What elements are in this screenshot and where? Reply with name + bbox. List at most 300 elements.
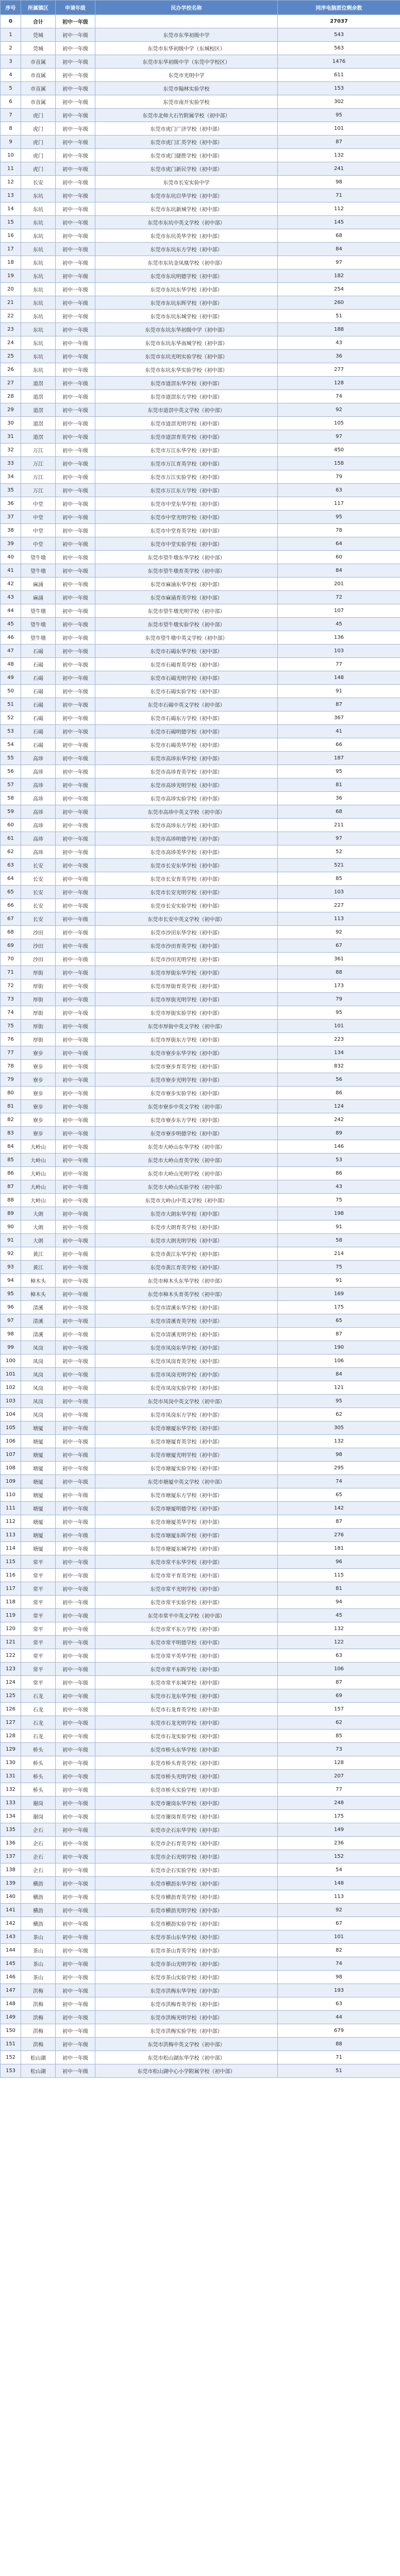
header-school: 民办学校名称 xyxy=(95,1,278,15)
cell-area: 横沥 xyxy=(21,1877,56,1890)
cell-index: 117 xyxy=(1,1582,21,1596)
cell-count: 64 xyxy=(278,537,400,551)
cell-count: 277 xyxy=(278,363,400,377)
cell-count: 260 xyxy=(278,296,400,310)
cell-school: 东莞市常平中英文学校（初中部） xyxy=(95,1609,278,1622)
cell-index: 56 xyxy=(1,765,21,778)
cell-grade: 初中一年级 xyxy=(56,42,95,55)
cell-grade: 初中一年级 xyxy=(56,926,95,939)
table-row xyxy=(1,1542,400,1555)
cell-count: 51 xyxy=(278,2064,400,2078)
table-row xyxy=(1,470,400,484)
cell-count: 66 xyxy=(278,738,400,752)
cell-index: 38 xyxy=(1,524,21,537)
table-row xyxy=(1,511,400,524)
cell-index: 133 xyxy=(1,1797,21,1810)
cell-grade: 初中一年级 xyxy=(56,551,95,564)
cell-count: 103 xyxy=(278,886,400,899)
table-row xyxy=(1,1154,400,1167)
cell-index: 135 xyxy=(1,1823,21,1837)
cell-school: 东莞市松山湖东华学校（初中部） xyxy=(95,2051,278,2064)
cell-school: 东莞市石龙光明学校（初中部） xyxy=(95,1716,278,1730)
cell-school: 东莞市寮步光明学校（初中部） xyxy=(95,1073,278,1087)
cell-index: 17 xyxy=(1,243,21,256)
table-row xyxy=(1,162,400,176)
cell-grade: 初中一年级 xyxy=(56,1890,95,1904)
table-row xyxy=(1,1287,400,1301)
cell-count: 87 xyxy=(278,135,400,149)
cell-area: 长安 xyxy=(21,859,56,872)
cell-area: 沙田 xyxy=(21,953,56,966)
cell-count: 86 xyxy=(278,1167,400,1180)
cell-area: 虎门 xyxy=(21,149,56,162)
cell-school: 东莞市大岭山实验学校（初中部） xyxy=(95,1180,278,1194)
cell-area: 茶山 xyxy=(21,1930,56,1944)
cell-area: 茶山 xyxy=(21,1944,56,1957)
table-row xyxy=(1,176,400,189)
table-row xyxy=(1,631,400,645)
cell-grade: 初中一年级 xyxy=(56,1180,95,1194)
cell-grade: 初中一年级 xyxy=(56,1810,95,1823)
cell-grade: 初中一年级 xyxy=(56,484,95,497)
table-row xyxy=(1,42,400,55)
table-row xyxy=(1,1502,400,1515)
cell-area: 东坑 xyxy=(21,336,56,350)
cell-area: 清溪 xyxy=(21,1314,56,1328)
cell-index: 61 xyxy=(1,832,21,845)
cell-index: 100 xyxy=(1,1354,21,1368)
cell-index: 85 xyxy=(1,1154,21,1167)
table-row xyxy=(1,390,400,403)
cell-area: 清溪 xyxy=(21,1328,56,1341)
cell-school: 东莞市清溪育英学校（初中部） xyxy=(95,1314,278,1328)
cell-grade: 初中一年级 xyxy=(56,363,95,377)
cell-index: 13 xyxy=(1,189,21,202)
cell-count: 84 xyxy=(278,1368,400,1381)
cell-school: 东莞市谢岗东华学校（初中部） xyxy=(95,1797,278,1810)
cell-count: 75 xyxy=(278,1261,400,1274)
cell-index: 136 xyxy=(1,1837,21,1850)
cell-school: 东莞市凤岗光明学校（初中部） xyxy=(95,1368,278,1381)
cell-index: 75 xyxy=(1,1020,21,1033)
table-row xyxy=(1,671,400,685)
cell-area: 洪梅 xyxy=(21,1984,56,1997)
cell-grade: 初中一年级 xyxy=(56,631,95,645)
cell-grade: 初中一年级 xyxy=(56,1743,95,1756)
cell-index: 32 xyxy=(1,444,21,457)
table-row xyxy=(1,95,400,109)
cell-grade: 初中一年级 xyxy=(56,1582,95,1596)
cell-index: 5 xyxy=(1,82,21,95)
cell-school: 东莞市常平明德学校（初中部） xyxy=(95,1636,278,1649)
cell-count: 113 xyxy=(278,1890,400,1904)
cell-area: 东坑 xyxy=(21,283,56,296)
header-row xyxy=(1,1,400,15)
cell-index: 51 xyxy=(1,698,21,711)
table-row xyxy=(1,377,400,390)
cell-grade: 初中一年级 xyxy=(56,1421,95,1435)
cell-school: 东莞市万江育英学校（初中部） xyxy=(95,457,278,470)
cell-index: 65 xyxy=(1,886,21,899)
header-grade: 申请年级 xyxy=(56,1,95,15)
cell-area: 东坑 xyxy=(21,296,56,310)
cell-school: 东莞市大朗东华学校（初中部） xyxy=(95,1207,278,1221)
cell-index: 137 xyxy=(1,1850,21,1863)
cell-grade: 初中一年级 xyxy=(56,1261,95,1274)
cell-grade: 初中一年级 xyxy=(56,470,95,484)
cell-area: 企石 xyxy=(21,1823,56,1837)
cell-index: 128 xyxy=(1,1730,21,1743)
cell-count: 63 xyxy=(278,484,400,497)
cell-grade: 初中一年级 xyxy=(56,899,95,912)
cell-school: 东莞市企石育英学校（初中部） xyxy=(95,1837,278,1850)
cell-count: 67 xyxy=(278,1917,400,1930)
cell-school: 东莞市长安中英文学校（初中部） xyxy=(95,912,278,926)
cell-grade: 初中一年级 xyxy=(56,1542,95,1555)
table-row xyxy=(1,1756,400,1770)
cell-count: 73 xyxy=(278,1743,400,1756)
cell-school: 东莞市常平东华学校（初中部） xyxy=(95,1555,278,1569)
table-row xyxy=(1,578,400,591)
cell-area: 莞城 xyxy=(21,42,56,55)
cell-index: 26 xyxy=(1,363,21,377)
cell-area: 樟木头 xyxy=(21,1274,56,1287)
table-row xyxy=(1,1033,400,1046)
cell-school: 东莞市寮步明德学校（初中部） xyxy=(95,1127,278,1140)
cell-area: 松山湖 xyxy=(21,2051,56,2064)
cell-area: 万江 xyxy=(21,444,56,457)
cell-index: 96 xyxy=(1,1301,21,1314)
cell-index: 77 xyxy=(1,1046,21,1060)
cell-school: 东莞市凤岗东方学校（初中部） xyxy=(95,1408,278,1421)
table-row xyxy=(1,1743,400,1756)
cell-area: 高埗 xyxy=(21,765,56,778)
cell-grade: 初中一年级 xyxy=(56,444,95,457)
cell-count: 182 xyxy=(278,269,400,283)
cell-count: 44 xyxy=(278,2011,400,2024)
cell-index: 76 xyxy=(1,1033,21,1046)
total-count: 27037 xyxy=(278,15,400,28)
total-area: 合计 xyxy=(21,15,56,28)
cell-index: 145 xyxy=(1,1957,21,1971)
table-header xyxy=(1,1,400,15)
table-row xyxy=(1,1850,400,1863)
cell-grade: 初中一年级 xyxy=(56,216,95,229)
cell-index: 45 xyxy=(1,618,21,631)
cell-area: 塘厦 xyxy=(21,1421,56,1435)
cell-area: 长安 xyxy=(21,912,56,926)
cell-area: 樟木头 xyxy=(21,1287,56,1301)
table-row xyxy=(1,1435,400,1448)
table-row xyxy=(1,1395,400,1408)
cell-school: 东莞市东坑英华学校（初中部） xyxy=(95,229,278,243)
cell-school: 东莞市石碣中英文学校（初中部） xyxy=(95,698,278,711)
cell-area: 高埗 xyxy=(21,778,56,792)
table-row xyxy=(1,1221,400,1234)
cell-index: 127 xyxy=(1,1716,21,1730)
cell-area: 石碣 xyxy=(21,685,56,698)
cell-school: 东莞市东坑金凤凰学校（初中部） xyxy=(95,256,278,269)
table-row xyxy=(1,537,400,551)
cell-index: 114 xyxy=(1,1542,21,1555)
cell-school: 东莞市大岭山育英学校（初中部） xyxy=(95,1154,278,1167)
cell-grade: 初中一年级 xyxy=(56,176,95,189)
cell-grade: 初中一年级 xyxy=(56,537,95,551)
cell-area: 谢岗 xyxy=(21,1810,56,1823)
cell-grade: 初中一年级 xyxy=(56,1140,95,1154)
table-row xyxy=(1,1274,400,1287)
cell-count: 41 xyxy=(278,725,400,738)
cell-area: 寮步 xyxy=(21,1127,56,1140)
cell-school: 东莞市厚街实验学校（初中部） xyxy=(95,1006,278,1020)
cell-grade: 初中一年级 xyxy=(56,1395,95,1408)
cell-school: 东莞市万江实验学校（初中部） xyxy=(95,470,278,484)
cell-count: 92 xyxy=(278,926,400,939)
cell-index: 11 xyxy=(1,162,21,176)
cell-index: 58 xyxy=(1,792,21,805)
cell-grade: 初中一年级 xyxy=(56,1997,95,2011)
cell-grade: 初中一年级 xyxy=(56,725,95,738)
table-row xyxy=(1,229,400,243)
cell-grade: 初中一年级 xyxy=(56,189,95,202)
cell-school: 东莞市高埗东方学校（初中部） xyxy=(95,819,278,832)
cell-grade: 初中一年级 xyxy=(56,1234,95,1247)
table-row xyxy=(1,1354,400,1368)
cell-count: 207 xyxy=(278,1770,400,1783)
table-row xyxy=(1,363,400,377)
cell-school: 东莞市桥头光明学校（初中部） xyxy=(95,1770,278,1783)
table-row xyxy=(1,497,400,511)
cell-count: 88 xyxy=(278,2038,400,2051)
cell-count: 81 xyxy=(278,1582,400,1596)
cell-area: 东坑 xyxy=(21,216,56,229)
table-row xyxy=(1,1797,400,1810)
cell-count: 56 xyxy=(278,1073,400,1087)
cell-grade: 初中一年级 xyxy=(56,1475,95,1488)
cell-count: 227 xyxy=(278,899,400,912)
cell-count: 85 xyxy=(278,1730,400,1743)
cell-index: 144 xyxy=(1,1944,21,1957)
cell-school: 东莞市樟木头东华学校（初中部） xyxy=(95,1274,278,1287)
table-row xyxy=(1,591,400,604)
cell-count: 153 xyxy=(278,82,400,95)
cell-count: 68 xyxy=(278,805,400,819)
cell-index: 24 xyxy=(1,336,21,350)
cell-count: 181 xyxy=(278,1542,400,1555)
table-row xyxy=(1,1140,400,1154)
cell-grade: 初中一年级 xyxy=(56,698,95,711)
cell-index: 71 xyxy=(1,966,21,979)
cell-grade: 初中一年级 xyxy=(56,1408,95,1421)
table-row xyxy=(1,1997,400,2011)
table-row xyxy=(1,1930,400,1944)
cell-grade: 初中一年级 xyxy=(56,645,95,658)
cell-area: 东坑 xyxy=(21,229,56,243)
table-row xyxy=(1,122,400,135)
cell-area: 桥头 xyxy=(21,1743,56,1756)
cell-area: 东坑 xyxy=(21,256,56,269)
cell-grade: 初中一年级 xyxy=(56,1020,95,1033)
cell-area: 常平 xyxy=(21,1636,56,1649)
cell-area: 高埗 xyxy=(21,805,56,819)
cell-area: 谢岗 xyxy=(21,1797,56,1810)
cell-grade: 初中一年级 xyxy=(56,336,95,350)
cell-count: 241 xyxy=(278,162,400,176)
table-row xyxy=(1,1569,400,1582)
cell-area: 桥头 xyxy=(21,1783,56,1797)
cell-grade: 初中一年级 xyxy=(56,1944,95,1957)
table-row xyxy=(1,430,400,444)
cell-school: 东莞市光明中学 xyxy=(95,69,278,82)
cell-index: 126 xyxy=(1,1703,21,1716)
cell-school: 东莞市大岭山东华学校（初中部） xyxy=(95,1140,278,1154)
cell-index: 31 xyxy=(1,430,21,444)
cell-area: 厚街 xyxy=(21,993,56,1006)
cell-area: 塘厦 xyxy=(21,1515,56,1529)
cell-grade: 初中一年级 xyxy=(56,1073,95,1087)
cell-school: 东莞市大岭山中英文学校（初中部） xyxy=(95,1194,278,1207)
cell-count: 242 xyxy=(278,1113,400,1127)
cell-area: 横沥 xyxy=(21,1890,56,1904)
cell-area: 常平 xyxy=(21,1596,56,1609)
cell-area: 麻涌 xyxy=(21,591,56,604)
table-row xyxy=(1,1180,400,1194)
cell-school: 东莞市塘厦东华学校（初中部） xyxy=(95,1421,278,1435)
table-body xyxy=(1,15,400,2078)
cell-grade: 初中一年级 xyxy=(56,269,95,283)
cell-school: 东莞市高埗光明学校（初中部） xyxy=(95,778,278,792)
cell-index: 67 xyxy=(1,912,21,926)
cell-grade: 初中一年级 xyxy=(56,1797,95,1810)
table-row xyxy=(1,1462,400,1475)
cell-area: 石龙 xyxy=(21,1730,56,1743)
cell-index: 78 xyxy=(1,1060,21,1073)
cell-index: 4 xyxy=(1,69,21,82)
cell-grade: 初中一年级 xyxy=(56,1060,95,1073)
cell-school: 东莞市东坑明德学校（初中部） xyxy=(95,269,278,283)
table-row xyxy=(1,484,400,497)
cell-school: 东莞市东坑中英文学校（初中部） xyxy=(95,216,278,229)
cell-school: 东莞市东华初级中学 xyxy=(95,28,278,42)
cell-count: 106 xyxy=(278,1354,400,1368)
table-row xyxy=(1,765,400,778)
cell-area: 清溪 xyxy=(21,1301,56,1314)
table-row xyxy=(1,524,400,537)
cell-school: 东莞市常平东城学校（初中部） xyxy=(95,1676,278,1689)
table-row xyxy=(1,1837,400,1850)
cell-area: 虎门 xyxy=(21,109,56,122)
cell-count: 74 xyxy=(278,1475,400,1488)
cell-area: 厚街 xyxy=(21,1006,56,1020)
cell-count: 72 xyxy=(278,591,400,604)
cell-index: 118 xyxy=(1,1596,21,1609)
cell-grade: 初中一年级 xyxy=(56,604,95,618)
cell-index: 60 xyxy=(1,819,21,832)
cell-count: 1476 xyxy=(278,55,400,69)
cell-index: 25 xyxy=(1,350,21,363)
table-row xyxy=(1,2038,400,2051)
cell-index: 153 xyxy=(1,2064,21,2078)
cell-school: 东莞市寮步实验学校（初中部） xyxy=(95,1087,278,1100)
cell-school: 东莞市高埗东华学校（初中部） xyxy=(95,752,278,765)
cell-index: 103 xyxy=(1,1395,21,1408)
cell-school: 东莞市洪梅中英文学校（初中部） xyxy=(95,2038,278,2051)
cell-count: 58 xyxy=(278,1234,400,1247)
table-row xyxy=(1,269,400,283)
cell-index: 149 xyxy=(1,2011,21,2024)
cell-school: 东莞市企石东华学校（初中部） xyxy=(95,1823,278,1837)
cell-grade: 初中一年级 xyxy=(56,1930,95,1944)
table-row xyxy=(1,256,400,269)
cell-school: 东莞市寮步东华学校（初中部） xyxy=(95,1046,278,1060)
cell-grade: 初中一年级 xyxy=(56,1957,95,1971)
cell-index: 20 xyxy=(1,283,21,296)
cell-count: 63 xyxy=(278,1997,400,2011)
cell-area: 桥头 xyxy=(21,1756,56,1770)
cell-count: 175 xyxy=(278,1810,400,1823)
cell-grade: 初中一年级 xyxy=(56,1448,95,1462)
cell-school: 东莞市万江东方学校（初中部） xyxy=(95,484,278,497)
cell-grade: 初中一年级 xyxy=(56,2051,95,2064)
cell-index: 23 xyxy=(1,323,21,336)
cell-index: 139 xyxy=(1,1877,21,1890)
cell-count: 148 xyxy=(278,671,400,685)
cell-school: 东莞市长安实验学校（初中部） xyxy=(95,899,278,912)
cell-count: 122 xyxy=(278,1636,400,1649)
cell-index: 92 xyxy=(1,1247,21,1261)
cell-school: 东莞市凤岗东华学校（初中部） xyxy=(95,1341,278,1354)
table-row xyxy=(1,55,400,69)
header-area: 所属镇区 xyxy=(21,1,56,15)
cell-index: 88 xyxy=(1,1194,21,1207)
cell-index: 151 xyxy=(1,2038,21,2051)
cell-area: 常平 xyxy=(21,1569,56,1582)
cell-school: 东莞市东坑东晖学校（初中部） xyxy=(95,296,278,310)
cell-school: 东莞市东坑东方学校（初中部） xyxy=(95,243,278,256)
cell-grade: 初中一年级 xyxy=(56,1368,95,1381)
cell-index: 6 xyxy=(1,95,21,109)
table-row xyxy=(1,1770,400,1783)
cell-school: 东莞市企石光明学校（初中部） xyxy=(95,1850,278,1863)
table-row xyxy=(1,993,400,1006)
cell-area: 寮步 xyxy=(21,1113,56,1127)
cell-area: 茶山 xyxy=(21,1957,56,1971)
cell-school: 东莞市中堂东华学校（初中部） xyxy=(95,497,278,511)
table-row xyxy=(1,778,400,792)
cell-grade: 初中一年级 xyxy=(56,1127,95,1140)
cell-area: 寮步 xyxy=(21,1073,56,1087)
cell-school: 东莞市松山湖中心小学附属学校（初中部） xyxy=(95,2064,278,2078)
cell-area: 常平 xyxy=(21,1622,56,1636)
cell-count: 98 xyxy=(278,1971,400,1984)
cell-school: 东莞市东坑东华南城学校（初中部） xyxy=(95,336,278,350)
cell-index: 39 xyxy=(1,537,21,551)
cell-area: 长安 xyxy=(21,176,56,189)
cell-grade: 初中一年级 xyxy=(56,1301,95,1314)
cell-grade: 初中一年级 xyxy=(56,1622,95,1636)
cell-count: 79 xyxy=(278,470,400,484)
cell-index: 66 xyxy=(1,899,21,912)
cell-count: 115 xyxy=(278,1569,400,1582)
cell-area: 大岭山 xyxy=(21,1140,56,1154)
cell-count: 78 xyxy=(278,524,400,537)
cell-grade: 初中一年级 xyxy=(56,162,95,176)
cell-school: 东莞市大朗光明学校（初中部） xyxy=(95,1234,278,1247)
cell-area: 石碣 xyxy=(21,738,56,752)
cell-index: 124 xyxy=(1,1676,21,1689)
cell-index: 18 xyxy=(1,256,21,269)
cell-count: 84 xyxy=(278,243,400,256)
